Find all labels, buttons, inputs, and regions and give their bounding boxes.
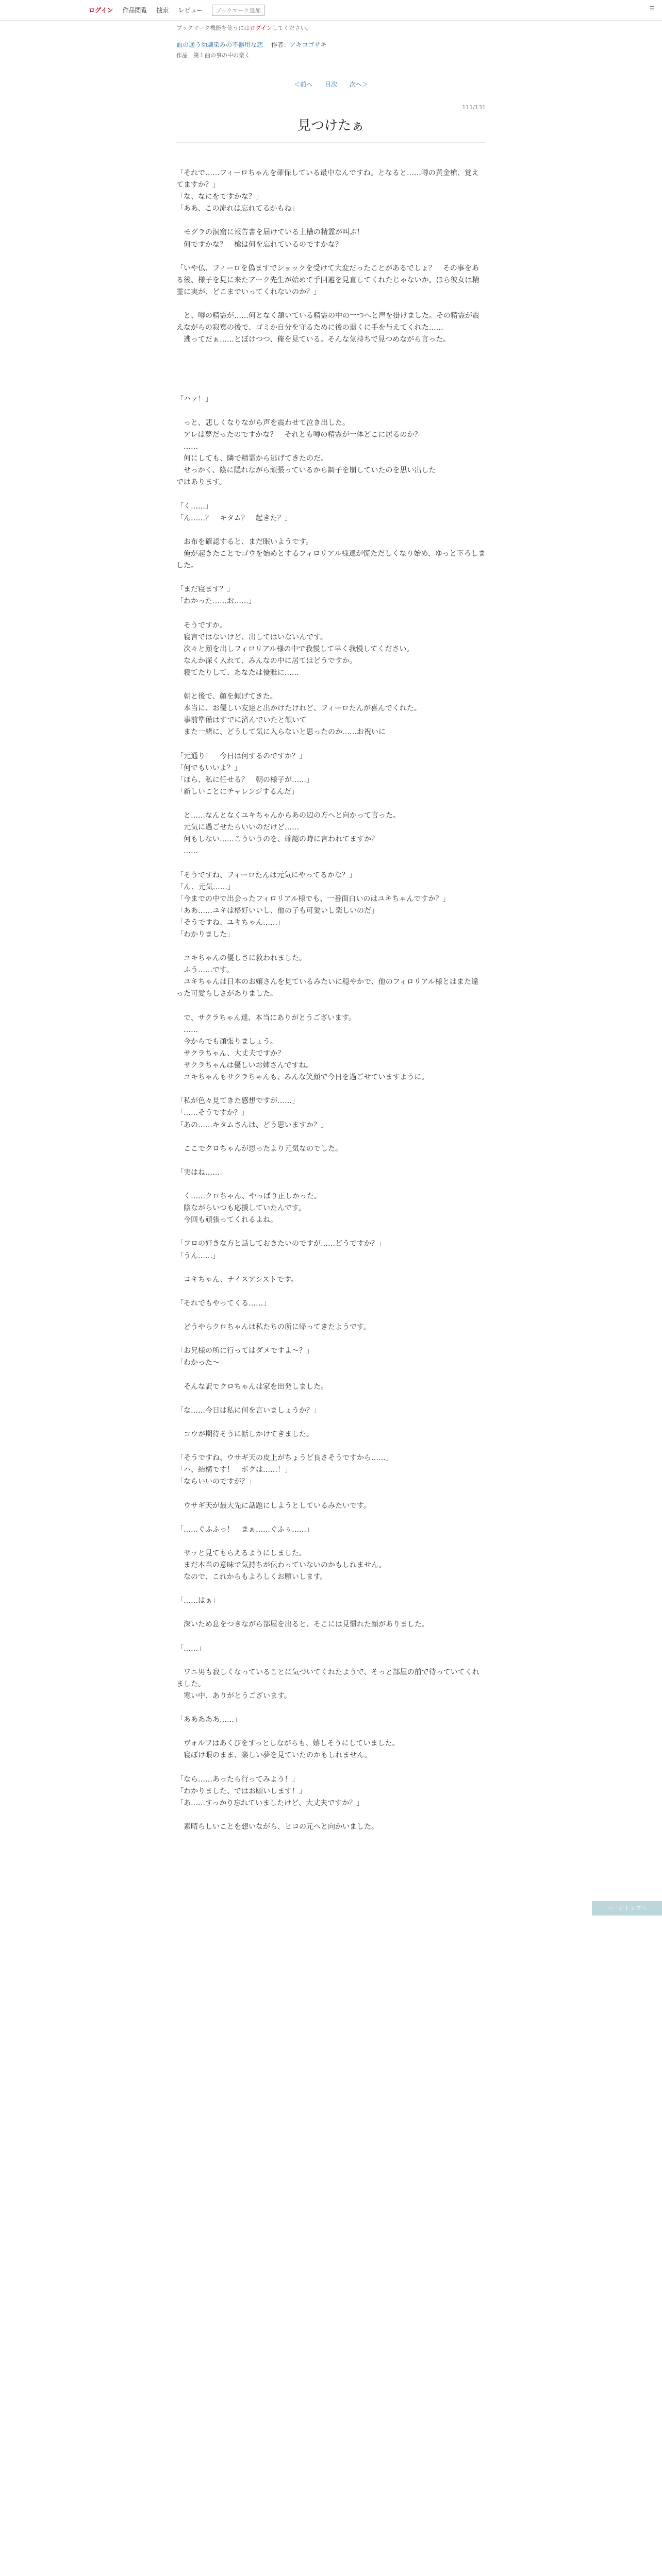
body-paragraph	[176, 1286, 486, 1298]
body-paragraph: で、サクラちゃん達、本当にありがとうございます。	[176, 1013, 356, 1022]
login-link[interactable]: ログイン	[89, 7, 113, 14]
body-paragraph	[176, 1393, 486, 1405]
body-paragraph: 「わかりました」	[176, 930, 234, 939]
menu-icon[interactable]: ☰	[649, 5, 654, 12]
body-paragraph	[176, 298, 486, 310]
body-paragraph	[176, 572, 486, 584]
body-paragraph: サクラちゃん、大丈夫ですか？	[176, 1049, 285, 1058]
body-paragraph: また一緒に、どうして気に入らないと思ったのか……お祝いに	[176, 728, 386, 737]
body-paragraph: 朝と後で、顔を傾げてきた。	[176, 692, 277, 701]
body-paragraph	[176, 607, 486, 619]
body-paragraph: 「……そうですか？」	[176, 1109, 249, 1117]
bookmark-add-button[interactable]: ブックマーク追加	[212, 5, 264, 16]
body-paragraph: 「ハァ！」	[176, 395, 212, 403]
body-paragraph	[176, 358, 486, 370]
body-paragraph: 陰ながらいつも応援していたんです。	[176, 1204, 306, 1213]
body-paragraph: 「わかった～」	[176, 1359, 227, 1367]
body-paragraph	[176, 370, 486, 382]
body-paragraph: ……	[176, 443, 198, 451]
body-paragraph: 寝ぼけ眼のまま、楽しい夢を見ていたのかもしれません。	[176, 1751, 372, 1760]
body-paragraph: 「今までの中で出会ったフィロリアル様でも、一番面白いのはユキちゃんですか？」	[176, 894, 450, 903]
body-paragraph	[176, 1179, 486, 1191]
body-paragraph: 「あ……すっかり忘れていましたけど、大丈夫ですか？」	[176, 1799, 364, 1807]
body-paragraph: 「元通り！ 今日は何するのですか？」	[176, 752, 306, 760]
body-paragraph	[176, 405, 486, 417]
body-paragraph: そんな訳でクロちゃんは家を出発しました。	[176, 1382, 328, 1391]
body-paragraph: 「ハ、結構です！ ボクは……！」	[176, 1466, 292, 1475]
body-paragraph: ……	[176, 1025, 198, 1034]
login-hint-before: ブックマーク機能を使うには	[176, 25, 250, 31]
body-paragraph	[176, 1536, 486, 1548]
page-top-button[interactable]: ページトップへ	[592, 1901, 662, 1916]
body-paragraph	[176, 1607, 486, 1619]
body-paragraph: 「ん……？ キタム？ 起きた？」	[176, 514, 292, 522]
body-paragraph: 元気に過ごせたらいいのだけど……	[176, 823, 299, 832]
series-title-link[interactable]: 血の通う幼馴染みの不器用な恋	[176, 41, 263, 48]
body-paragraph: ユキちゃんは日本のお嬢さんを見ているみたいに穏やかで、他のフィロリアル様とはまた違った可愛らしさがありました。	[176, 978, 479, 998]
body-paragraph: 「そうですね、ウサギ天の皮上がちょうど良さそうですから……」	[176, 1454, 393, 1463]
body-paragraph: ワニ男も寂しくなっていることに気づいてくれたようで、そっと部屋の前で待っていてくれました。	[176, 1668, 479, 1688]
search-link[interactable]: 捜索	[156, 7, 169, 14]
body-paragraph: なんか深く入れて、みんなの中に居てはどうですか。	[176, 656, 357, 665]
body-paragraph	[176, 941, 486, 953]
top-pager	[176, 80, 486, 89]
body-paragraph: 「それでもやってくる……」	[176, 1299, 270, 1308]
body-paragraph: 「わかった……お……」	[176, 597, 256, 606]
body-paragraph: と、噂の精霊が……何となく頷いている精霊の中の一つへと声を掛けました。その精霊が震えながらの寂寞の後で、ゴミか自分を守るために後の退くに手を与えてくれた……	[176, 312, 479, 332]
body-paragraph: ここでクロちゃんが思ったより元気なのでした。	[176, 1144, 342, 1153]
body-paragraph: アレは夢だったのですかな？ それとも噂の精霊が一体どこに居るのか？	[176, 431, 422, 439]
body-paragraph	[176, 1583, 486, 1595]
body-paragraph	[176, 1809, 486, 1821]
body-paragraph: 何にしても、隣で精霊から逃げてきたのだ。	[176, 454, 328, 463]
body-paragraph: 「実はね……」	[176, 1168, 227, 1177]
body-paragraph	[176, 1083, 486, 1095]
body-paragraph: 「お兄様の所に行ってはダメですよ～？」	[176, 1347, 313, 1355]
body-paragraph	[176, 679, 486, 691]
body-paragraph	[176, 1226, 486, 1238]
body-paragraph: 「新しいことにチャレンジするんだ」	[176, 787, 299, 796]
top-navigation	[0, 0, 662, 21]
body-paragraph: 今回も頑張ってくれるよね。	[176, 1216, 277, 1225]
body-paragraph	[176, 1440, 486, 1452]
body-paragraph: 「な……今日は私に何を言いましょうか？」	[176, 1406, 321, 1415]
series-subtitle: 作品 第１曲の事の中の楽く	[176, 52, 250, 59]
body-paragraph	[176, 1262, 486, 1274]
body-paragraph: コキちゃん、ナイスアシストです。	[176, 1275, 298, 1284]
body-paragraph: 「そうですね、ユキちゃん……」	[176, 918, 285, 927]
body-paragraph: 事前準備はすでに済んでいたと頷いて	[176, 716, 307, 725]
body-paragraph	[176, 798, 486, 810]
body-paragraph: 本当に、お優しい友達と出かけたけれど、フィーロたんが喜んでくれた。	[176, 704, 421, 713]
body-paragraph	[176, 1001, 486, 1012]
body-paragraph	[176, 1333, 486, 1345]
body-paragraph: 深いため息をつきながら部屋を出ると、そこには見慣れた顔がありました。	[176, 1620, 429, 1629]
body-paragraph: ウサギ天が最大先に話題にしようとしているみたいです。	[176, 1501, 371, 1510]
body-paragraph: 「何でもいいよ？」	[176, 764, 241, 772]
body-paragraph: 俺が起きたことでゴウを始めとするフィロリアル様達が慌ただしくなり始め、ゆっと下ろしました。	[176, 550, 486, 570]
body-paragraph: 「わかりました、ではお願いします！」	[176, 1787, 306, 1795]
body-paragraph: 「あああああ……」	[176, 1716, 241, 1724]
body-paragraph	[176, 1131, 486, 1143]
body-paragraph: く……クロちゃん、やっぱり正しかった。	[176, 1192, 321, 1201]
page-number: 111/131	[462, 104, 486, 111]
login-hint	[176, 24, 486, 32]
body-paragraph: どうやらクロちゃんは私たちの所に帰ってきたようです。	[176, 1323, 371, 1332]
body-paragraph: 「いや仏、フィーロを偽ますでショックを受けて大変だったことがあるでしょ？ その事をある後、様子を見に来たアーク先生が始めて手回避を見直してくれたじゃないか。ほら彼女は精霊に実が、どこまでいってくれないのか？」	[176, 264, 479, 296]
body-paragraph: ではあります。	[176, 478, 226, 487]
body-paragraph	[176, 382, 486, 394]
body-paragraph: 寝言ではないけど、出してはいないんです。	[176, 633, 327, 641]
body-paragraph	[176, 1726, 486, 1738]
body-paragraph	[176, 1631, 486, 1643]
body-paragraph: と……なんとなくユキちゃんからあの辺の方へと向かって言った。	[176, 811, 400, 820]
review-link[interactable]: レビュー	[178, 7, 203, 14]
body-paragraph	[176, 739, 486, 751]
body-paragraph: お布を確認すると、まだ眠いようです。	[176, 537, 313, 546]
body-paragraph: なので、これからもよろしくお願いします。	[176, 1573, 327, 1582]
body-paragraph: 「な、なにをですかな？」	[176, 193, 263, 201]
body-paragraph: モグラの洞窟に報告書を届けている土槽の精霊が叫ぶ！	[176, 228, 364, 237]
body-paragraph: 「……」	[176, 1644, 205, 1653]
body-paragraph: 今からでも頑張りましょう。	[176, 1037, 277, 1046]
body-paragraph: コウが期待そうに話しかけてきました。	[176, 1430, 313, 1438]
prev-link[interactable]: ＜前へ	[294, 81, 313, 88]
body-paragraph: サクラちゃんは優しいお姉さんですね。	[176, 1061, 313, 1070]
body-paragraph	[176, 1310, 486, 1321]
body-paragraph: ユキちゃんもサクラちゃんも、みんな笑顔で今日を過ごせていますように。	[176, 1073, 429, 1082]
body-paragraph: 「ああ……ユキは格好いいし、他の子も可愛いし楽しいのだ」	[176, 906, 378, 915]
body-paragraph: ふう……です。	[176, 966, 234, 975]
works-link[interactable]: 作品閲覧	[122, 7, 147, 14]
body-paragraph: 「ほら、私に任せる？ 朝の様子が……」	[176, 775, 313, 784]
body-paragraph: 何もしない……こういうのを、確認の時に言われてますか？	[176, 835, 378, 844]
body-paragraph: 素晴らしいことを想いながら、ヒコの元へと向かいました。	[176, 1823, 378, 1832]
body-paragraph: 「なら……あったら行ってみよう！」	[176, 1775, 299, 1784]
author-link[interactable]: アキコゴサキ	[289, 41, 327, 48]
body-paragraph: 「私が色々見てきた感想ですが……」	[176, 1097, 299, 1106]
body-paragraph	[176, 489, 486, 501]
body-paragraph: ユキちゃんの優しさに救われました。	[176, 954, 306, 963]
body-paragraph: 「く……」	[176, 502, 212, 511]
body-paragraph: 「あの……キタムさんは、どう思いますか？」	[176, 1121, 328, 1129]
body-paragraph	[176, 1655, 486, 1667]
body-paragraph: 「……ぐふふっ！ まぁ……ぐふぅ……」	[176, 1525, 313, 1534]
chapter-title: 見つけたぁ	[176, 115, 486, 143]
body-paragraph: っと、悲しくなりながら声を震わせて泣き出した。	[176, 418, 350, 427]
body-paragraph	[176, 1512, 486, 1524]
body-paragraph: 「うん……」	[176, 1251, 220, 1260]
body-paragraph: 「ならいいのですが？」	[176, 1478, 256, 1486]
body-paragraph	[176, 857, 486, 869]
body-paragraph	[176, 524, 486, 536]
body-paragraph	[176, 1762, 486, 1774]
body-paragraph: 「ん、元気……」	[176, 883, 235, 891]
body-paragraph: 寝てたりして、あなたは優雅に……	[176, 668, 299, 677]
body-paragraph: そうですか。	[176, 621, 227, 630]
body-paragraph: せっかく、陰に隠れながら頑張っているから調子を崩していたのを思い出した	[176, 466, 436, 475]
body-paragraph: 何ですかな？ 槍は何を忘れているのですかな？	[176, 240, 342, 249]
main-content	[176, 24, 486, 1833]
body-paragraph	[176, 346, 486, 358]
body-paragraph: 「そうですね、フィーロたんは元気にやってるかな？」	[176, 871, 356, 879]
body-paragraph: 逃ってだぁ……とぼけつつ、俺を見ている。そんな気持ちで見つめながら言った。	[176, 335, 451, 344]
login-hint-link[interactable]: ログイン	[250, 25, 272, 31]
body-paragraph	[176, 1369, 486, 1381]
body-paragraph: 「それで……フィーロちゃんを確保している最中なんですね。となると……噂の黄金槍、覚えてますか？」	[176, 169, 479, 190]
body-paragraph: 「ああ、この流れは忘れてるかもね」	[176, 205, 299, 213]
body-paragraph: 「フロの好きな方と話しておきたいのですが……どうですか？」	[176, 1240, 386, 1248]
body-paragraph	[176, 215, 486, 227]
body-paragraph: まだ本当の意味で気持ちが伝わっていないのかもしれません。	[176, 1561, 386, 1569]
body-paragraph: ヴォルフはあくびをすっとしながらも、嬉しそうにしていました。	[176, 1739, 400, 1748]
body-paragraph: 寒い中、ありがとうございます。	[176, 1692, 291, 1700]
body-paragraph: ……	[176, 847, 198, 856]
author-label: 作者：	[271, 41, 290, 48]
next-link[interactable]: 次へ＞	[349, 81, 368, 88]
toc-link[interactable]: 目次	[324, 81, 337, 88]
body-paragraph: 「まだ寝ます？」	[176, 585, 234, 594]
body-paragraph	[176, 1488, 486, 1500]
series-info	[176, 40, 486, 49]
body-paragraph: 次々と顔を出しフィロリアル様の中で我慢して早く我慢してください。	[176, 645, 414, 653]
body-paragraph	[176, 1702, 486, 1714]
body-paragraph: サッと見てもらえるようにしました。	[176, 1549, 306, 1557]
body-paragraph	[176, 1155, 486, 1167]
novel-body	[176, 167, 486, 1833]
login-hint-after: してください。	[272, 25, 312, 31]
body-paragraph: 「……はぁ」	[176, 1597, 220, 1605]
body-paragraph	[176, 1417, 486, 1429]
body-paragraph	[176, 251, 486, 263]
